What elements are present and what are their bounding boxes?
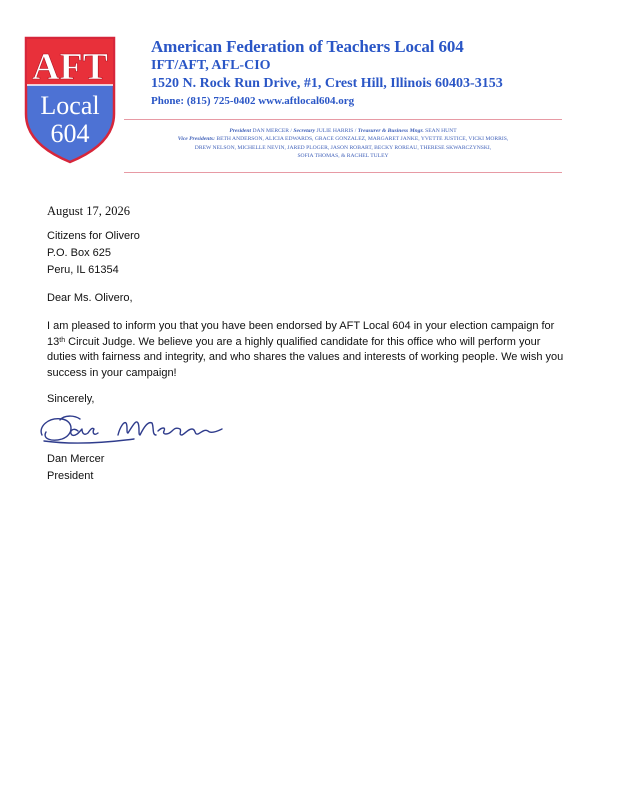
logo-local-text: Local — [40, 91, 100, 120]
header-rule-bottom — [124, 172, 562, 173]
letter-date: August 17, 2026 — [47, 204, 130, 218]
logo-aft-text: AFT — [32, 46, 108, 88]
signature — [34, 405, 234, 449]
signer-block — [47, 451, 104, 485]
union-name: American Federation of Teachers Local 604 — [151, 37, 464, 56]
letter-body: I am pleased to inform you that you have been endorsed by AFT Local 604 in your election campaign for 13th Circuit Judge. We believe you are a highly qualified candidate for this office who will perform your duties with fairness and integrity, and who shares the values and interests of working people. We wish you success in your campaign! — [47, 320, 564, 379]
signer-name: Dan Mercer — [47, 453, 105, 465]
officers-block — [124, 127, 562, 161]
closing: Sincerely, — [47, 393, 95, 405]
logo-604-text: 604 — [50, 119, 90, 148]
union-address: 1520 N. Rock Run Drive, #1, Crest Hill, Illinois 60403-3153 — [151, 76, 503, 91]
union-affiliation: IFT/AFT, AFL-CIO — [151, 58, 271, 73]
recipient-address — [47, 228, 140, 279]
recipient-line: Citizens for Olivero — [47, 230, 140, 242]
signer-title: President — [47, 470, 94, 482]
aft-local-604-logo — [24, 36, 116, 164]
header-rule-top — [124, 119, 562, 120]
salutation: Dear Ms. Olivero, — [47, 292, 133, 304]
recipient-line: Peru, IL 61354 — [47, 264, 119, 276]
officers-line-1: President DAN MERCER / Secretary JULIE HARRIS / Treasurer & Business Mngr. SEAN HUNT — [229, 128, 457, 134]
officers-line-2: Vice Presidents: BETH ANDERSON, ALICIA EDWARDS, GRACE GONZALEZ, MARGARET JANKE, YVETTE JUSTICE, VICKI MORRIS, — [177, 136, 509, 143]
officers-line-4: SOFIA THOMAS, & RACHEL TULEY — [297, 153, 389, 160]
recipient-line: P.O. Box 625 — [47, 247, 112, 259]
union-phone-website: Phone: (815) 725-0402 www.aftlocal604.org — [151, 95, 355, 107]
officers-line-3: DREW NELSON, MICHELLE NEVIN, JARED PLOGER, JASON ROBART, BECKY ROREAU, THERESE SKWARCZYNSKI, — [194, 144, 492, 151]
